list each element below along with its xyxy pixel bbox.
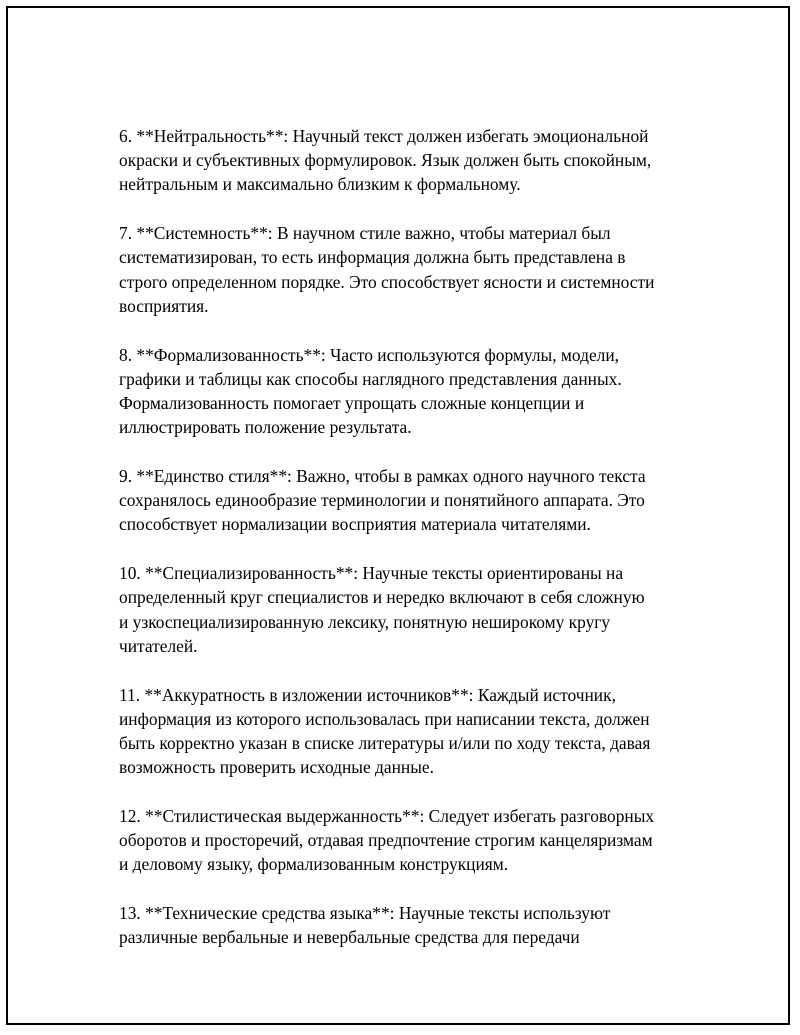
text-line: быть корректно указан в списке литературы и/или по ходу текста, давая (119, 733, 651, 754)
paragraph-item-13 (119, 901, 697, 949)
document-body (119, 124, 697, 974)
text-line: графики и таблицы как способы наглядного представления данных. (119, 368, 622, 389)
document-page (6, 6, 790, 1025)
text-line: 11. **Аккуратность в изложении источников**: Каждый источник, (119, 684, 616, 705)
text-line: нейтральным и максимально близким к формальному. (119, 174, 521, 195)
paragraph-item-9 (119, 464, 697, 537)
text-line: 6. **Нейтральность**: Научный текст должен избегать эмоциональной (119, 126, 649, 146)
text-line: иллюстрировать положение результата. (119, 417, 412, 438)
text-line: способствует нормализации восприятия материала читателями. (119, 514, 591, 535)
text-line: определенный круг специалистов и нередко включают в себя сложную (119, 587, 645, 608)
text-line: возможность проверить исходные данные. (119, 757, 434, 778)
paragraph-item-6 (119, 124, 697, 197)
text-line: сохранялось единообразие терминологии и понятийного аппарата. Это (119, 490, 645, 511)
paragraph-item-8 (119, 343, 697, 440)
text-line: окраски и субъективных формулировок. Язык должен быть спокойным, (119, 150, 652, 171)
text-line: систематизирован, то есть информация должна быть представлена в (119, 247, 626, 268)
text-line: 7. **Системность**: В научном стиле важно, чтобы материал был (119, 223, 611, 244)
text-line: строго определенном порядке. Это способствует ясности и системности (119, 271, 655, 292)
text-line: и узкоспециализированную лексику, понятную неширокому кругу (119, 611, 611, 632)
text-line: информация из которого использовалась при написании текста, должен (119, 708, 650, 729)
text-line: 12. **Стилистическая выдержанность**: Следует избегать разговорных (119, 806, 655, 827)
text-line: Формализованность помогает упрощать сложные концепции и (119, 393, 585, 414)
text-line: читателей. (119, 635, 198, 656)
text-line: 10. **Специализированность**: Научные тексты ориентированы на (119, 563, 624, 584)
text-line: и деловому языку, формализованным конструкциям. (119, 854, 509, 875)
text-line: различные вербальные и невербальные средства для передачи (119, 927, 580, 948)
paragraph-item-7 (119, 221, 697, 318)
text-line: 13. **Технические средства языка**: Научные тексты используют (119, 903, 611, 924)
text-line: 9. **Единство стиля**: Важно, чтобы в рамках одного научного текста (119, 466, 646, 487)
paragraph-item-10 (119, 561, 697, 658)
text-line: восприятия. (119, 295, 209, 316)
paragraph-item-11 (119, 683, 697, 780)
text-line: оборотов и просторечий, отдавая предпочтение строгим канцеляризмам (119, 830, 653, 851)
paragraph-item-12 (119, 804, 697, 877)
text-line: 8. **Формализованность**: Часто используются формулы, модели, (119, 344, 620, 365)
